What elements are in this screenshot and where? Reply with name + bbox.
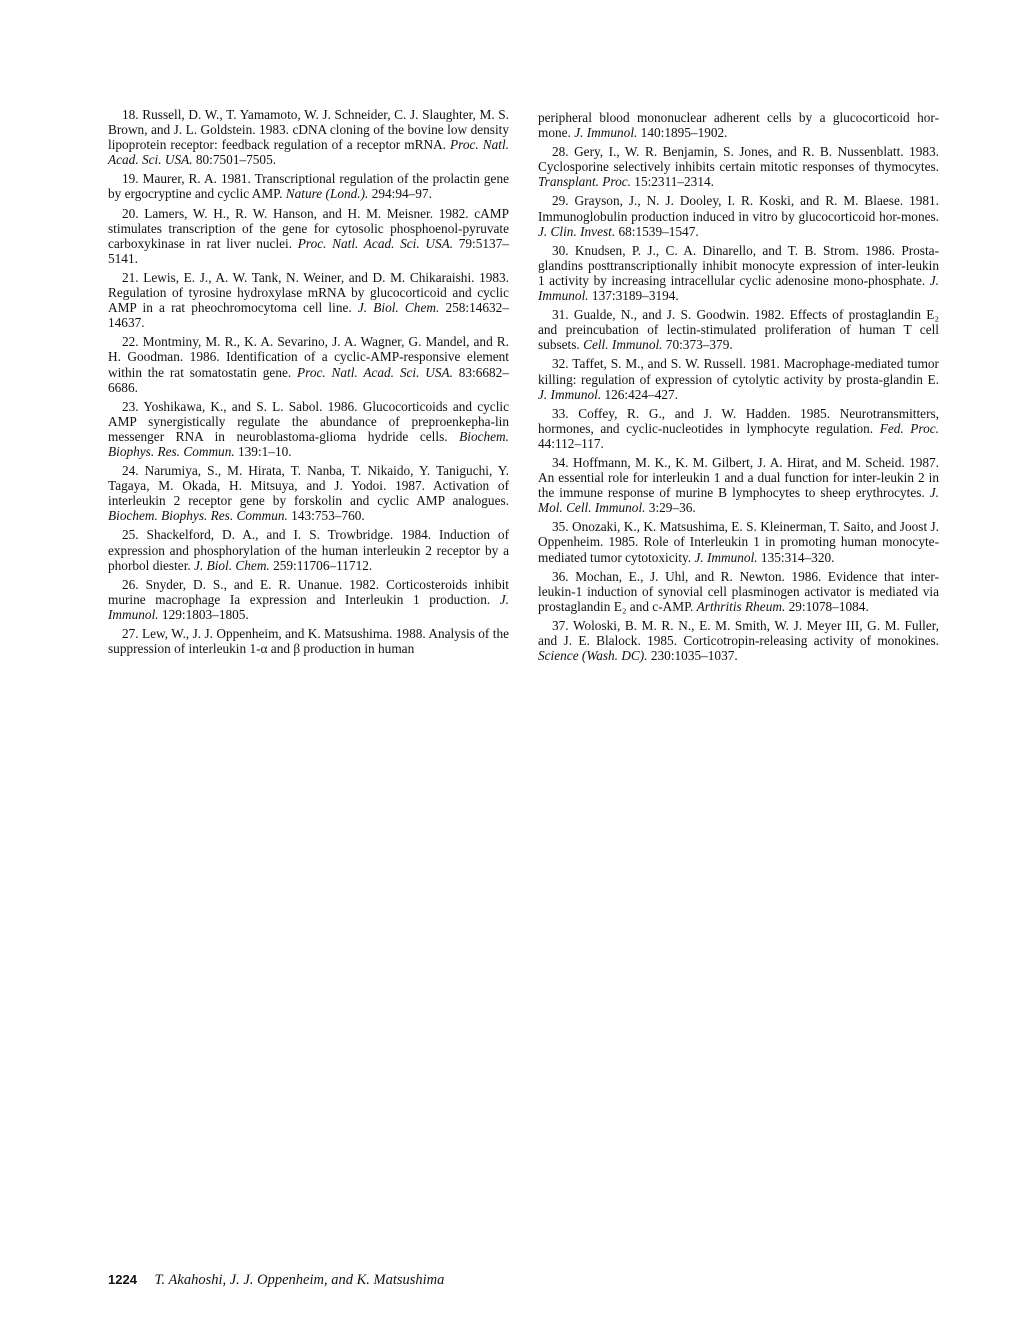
- journal-name: J. Immunol.: [538, 386, 602, 402]
- reference-ref-35: [538, 519, 939, 564]
- reference-text: 33. Coffey, R. G., and J. W. Hadden. 1985. Neurotransmitters, hormones, and cyclic-nucleotides in lymphocyte regulation.: [538, 405, 939, 436]
- journal-name: J. Immunol.: [108, 591, 509, 622]
- reference-ref-28: [538, 144, 939, 189]
- volume-pages: 143:753–760.: [287, 508, 365, 524]
- reference-text: 25. Shackelford, D. A., and I. S. Trowbridge. 1984. Induction of expression and phosphorylation of the human interleukin 2 receptor by a phorbol diester.: [108, 527, 509, 573]
- reference-text: 31. Gualde, N., and J. S. Goodwin. 1982. Effects of prostaglandin E₂ and preincubation of lectin-stimulated proliferation of human T cell subsets.: [538, 307, 939, 353]
- journal-name: Proc. Natl. Acad. Sci. USA.: [108, 137, 509, 168]
- journal-name: J. Immunol.: [538, 272, 939, 304]
- reference-ref-27-cont: [538, 110, 939, 140]
- reference-text: 20. Lamers, W. H., R. W. Hanson, and H. M. Meisner. 1982. cAMP stimulates transcription of the gene for cytosolic phosphoenol-pyruvate carboxykinase in rat liver nuclei.: [108, 205, 509, 251]
- reference-text: 30. Knudsen, P. J., C. A. Dinarello, and T. B. Strom. 1986. Prosta-glandins posttranscriptionally inhibit monocyte expression of inter-leukin 1 activity by increasing intracellular cyclic adenosine mono-phosphate.: [538, 242, 939, 288]
- journal-name: Arthritis Rheum.: [696, 598, 786, 614]
- journal-name: J. Clin. Invest.: [538, 223, 616, 239]
- reference-text: 26. Snyder, D. S., and E. R. Unanue. 1982. Corticosteroids inhibit murine macrophage Ia expression and Interleukin 1 production.: [108, 576, 509, 607]
- reference-ref-36: [538, 569, 939, 614]
- reference-ref-19: [108, 171, 509, 201]
- journal-name: J. Biol. Chem.: [357, 300, 440, 316]
- journal-name: Biochem. Biophys. Res. Commun.: [108, 428, 509, 459]
- journal-name: Cell. Immunol.: [583, 337, 663, 353]
- volume-pages: 79:5137–5141.: [108, 235, 509, 266]
- reference-ref-27: [108, 626, 509, 656]
- volume-pages: 140:1895–1902.: [637, 125, 728, 141]
- reference-text: 27. Lew, W., J. J. Oppenheim, and K. Matsushima. 1988. Analysis of the suppression of interleukin 1-α and β production in human: [108, 626, 509, 657]
- reference-ref-18: [108, 107, 509, 167]
- reference-ref-20: [108, 206, 509, 266]
- volume-pages: 230:1035–1037.: [647, 648, 738, 664]
- reference-ref-26: [108, 577, 509, 622]
- reference-text: 37. Woloski, B. M. R. N., E. M. Smith, W. J. Meyer III, G. M. Fuller, and J. E. Blalock. 1985. Corticotropin-releasing activity of monokines.: [538, 617, 939, 648]
- reference-ref-24: [108, 463, 509, 523]
- reference-ref-23: [108, 399, 509, 459]
- reference-ref-21: [108, 270, 509, 330]
- reference-text: 23. Yoshikawa, K., and S. L. Sabol. 1986. Glucocorticoids and cyclic AMP synergistically regulate the abundance of preproenkepha-lin messenger RNA in neuroblastoma-glioma hydride cells.: [108, 398, 509, 444]
- reference-text: 24. Narumiya, S., M. Hirata, T. Nanba, T. Nikaido, Y. Taniguchi, Y. Tagaya, M. Okada, H. Mitsuya, and J. Yodoi. 1987. Activation of interleukin 2 receptor gene by forskolin and cyclic AMP analogues.: [108, 463, 509, 509]
- reference-ref-30: [538, 243, 939, 303]
- journal-name: Biochem. Biophys. Res. Commun.: [108, 508, 288, 524]
- volume-pages: 258:14632–14637.: [108, 300, 509, 331]
- reference-text: 21. Lewis, E. J., A. W. Tank, N. Weiner, and D. M. Chikaraishi. 1983. Regulation of tyrosine hydroxylase mRNA by glucocorticoid and cyclic AMP in a rat pheochromocytoma cell line.: [108, 269, 509, 316]
- reference-ref-25: [108, 527, 509, 572]
- volume-pages: 259:11706–11712.: [269, 557, 373, 573]
- journal-name: Science (Wash. DC).: [538, 648, 648, 664]
- volume-pages: 44:112–117.: [538, 435, 604, 451]
- reference-ref-34: [538, 455, 939, 515]
- reference-ref-37: [538, 618, 939, 663]
- volume-pages: 83:6682–6686.: [108, 364, 509, 395]
- reference-text: 34. Hoffmann, M. K., K. M. Gilbert, J. A. Hirat, and M. Scheid. 1987. An essential role for interleukin 1 and a dual function for inter-leukin 2 in the immune response of murine B lymphocytes to sheep erythrocytes.: [538, 454, 939, 501]
- volume-pages: 126:424–427.: [601, 386, 678, 402]
- journal-name: Fed. Proc.: [879, 420, 939, 436]
- volume-pages: 3:29–36.: [645, 500, 696, 516]
- reference-ref-29: [538, 193, 939, 238]
- reference-text: 22. Montminy, M. R., K. A. Sevarino, J. A. Wagner, G. Mandel, and R. H. Goodman. 1986. Identification of a cyclic-AMP-responsive element within the rat somatostatin gene.: [108, 334, 509, 380]
- reference-text: 32. Taffet, S. M., and S. W. Russell. 1981. Macrophage-mediated tumor killing: regulation of expression of cytolytic activity by prosta-glandin E.: [538, 356, 939, 387]
- journal-name: Nature (Lond.).: [285, 186, 369, 202]
- references-left-column: [108, 107, 509, 660]
- reference-text: 28. Gery, I., W. R. Benjamin, S. Jones, and R. B. Nussenblatt. 1983. Cyclosporine selectively inhibits certain mitotic responses of thymocytes.: [538, 144, 939, 175]
- reference-text: peripheral blood mononuclear adherent cells by a glucocorticoid hor-mone.: [538, 110, 939, 141]
- reference-ref-31: [538, 307, 939, 352]
- journal-name: Proc. Natl. Acad. Sci. USA.: [297, 235, 454, 251]
- reference-ref-22: [108, 334, 509, 394]
- volume-pages: 135:314–320.: [757, 549, 835, 565]
- reference-ref-32: [538, 356, 939, 401]
- volume-pages: 137:3189–3194.: [588, 288, 679, 304]
- references-right-column: [538, 110, 939, 667]
- volume-pages: 80:7501–7505.: [192, 152, 277, 168]
- volume-pages: 294:94–97.: [368, 186, 432, 202]
- journal-name: J. Biol. Chem.: [194, 557, 270, 573]
- volume-pages: 29:1078–1084.: [785, 598, 869, 614]
- reference-text: 19. Maurer, R. A. 1981. Transcriptional regulation of the prolactin gene by ergocryptine and cyclic AMP.: [108, 171, 509, 202]
- volume-pages: 68:1539–1547.: [615, 223, 699, 239]
- volume-pages: 70:373–379.: [662, 337, 733, 353]
- journal-name: J. Immunol.: [694, 549, 758, 565]
- reference-text: 36. Mochan, E., J. Uhl, and R. Newton. 1986. Evidence that inter-leukin-1 induction of synovial cell plasminogen activator is mediated via prostaglandin E₂ and c-AMP.: [538, 568, 939, 614]
- volume-pages: 15:2311–2314.: [630, 174, 714, 190]
- journal-name: J. Immunol.: [574, 125, 638, 141]
- reference-text: 29. Grayson, J., N. J. Dooley, I. R. Koski, and R. M. Blaese. 1981. Immunoglobulin production induced in vitro by glucocorticoid hor-mones.: [538, 193, 939, 224]
- volume-pages: 129:1803–1805.: [158, 606, 249, 622]
- reference-text: 18. Russell, D. W., T. Yamamoto, W. J. Schneider, C. J. Slaughter, M. S. Brown, and J. L. Goldstein. 1983. cDNA cloning of the bovine low density lipoprotein receptor: feedback regulation of a receptor mRNA.: [108, 107, 509, 153]
- reference-text: 35. Onozaki, K., K. Matsushima, E. S. Kleinerman, T. Saito, and Joost J. Oppenheim. 1985. Role of Interleukin 1 in promoting human monocyte-mediated tumor cytotoxicity.: [538, 519, 939, 565]
- reference-ref-33: [538, 406, 939, 451]
- running-footer-authors: T. Akahoshi, J. J. Oppenheim, and K. Matsushima: [154, 1272, 445, 1288]
- journal-name: J. Mol. Cell. Immunol.: [538, 485, 939, 516]
- page-footer: [108, 1272, 444, 1289]
- journal-name: Transplant. Proc.: [538, 174, 631, 190]
- volume-pages: 139:1–10.: [234, 443, 292, 459]
- page-number: 1224: [108, 1272, 137, 1287]
- journal-name: Proc. Natl. Acad. Sci. USA.: [297, 364, 453, 380]
